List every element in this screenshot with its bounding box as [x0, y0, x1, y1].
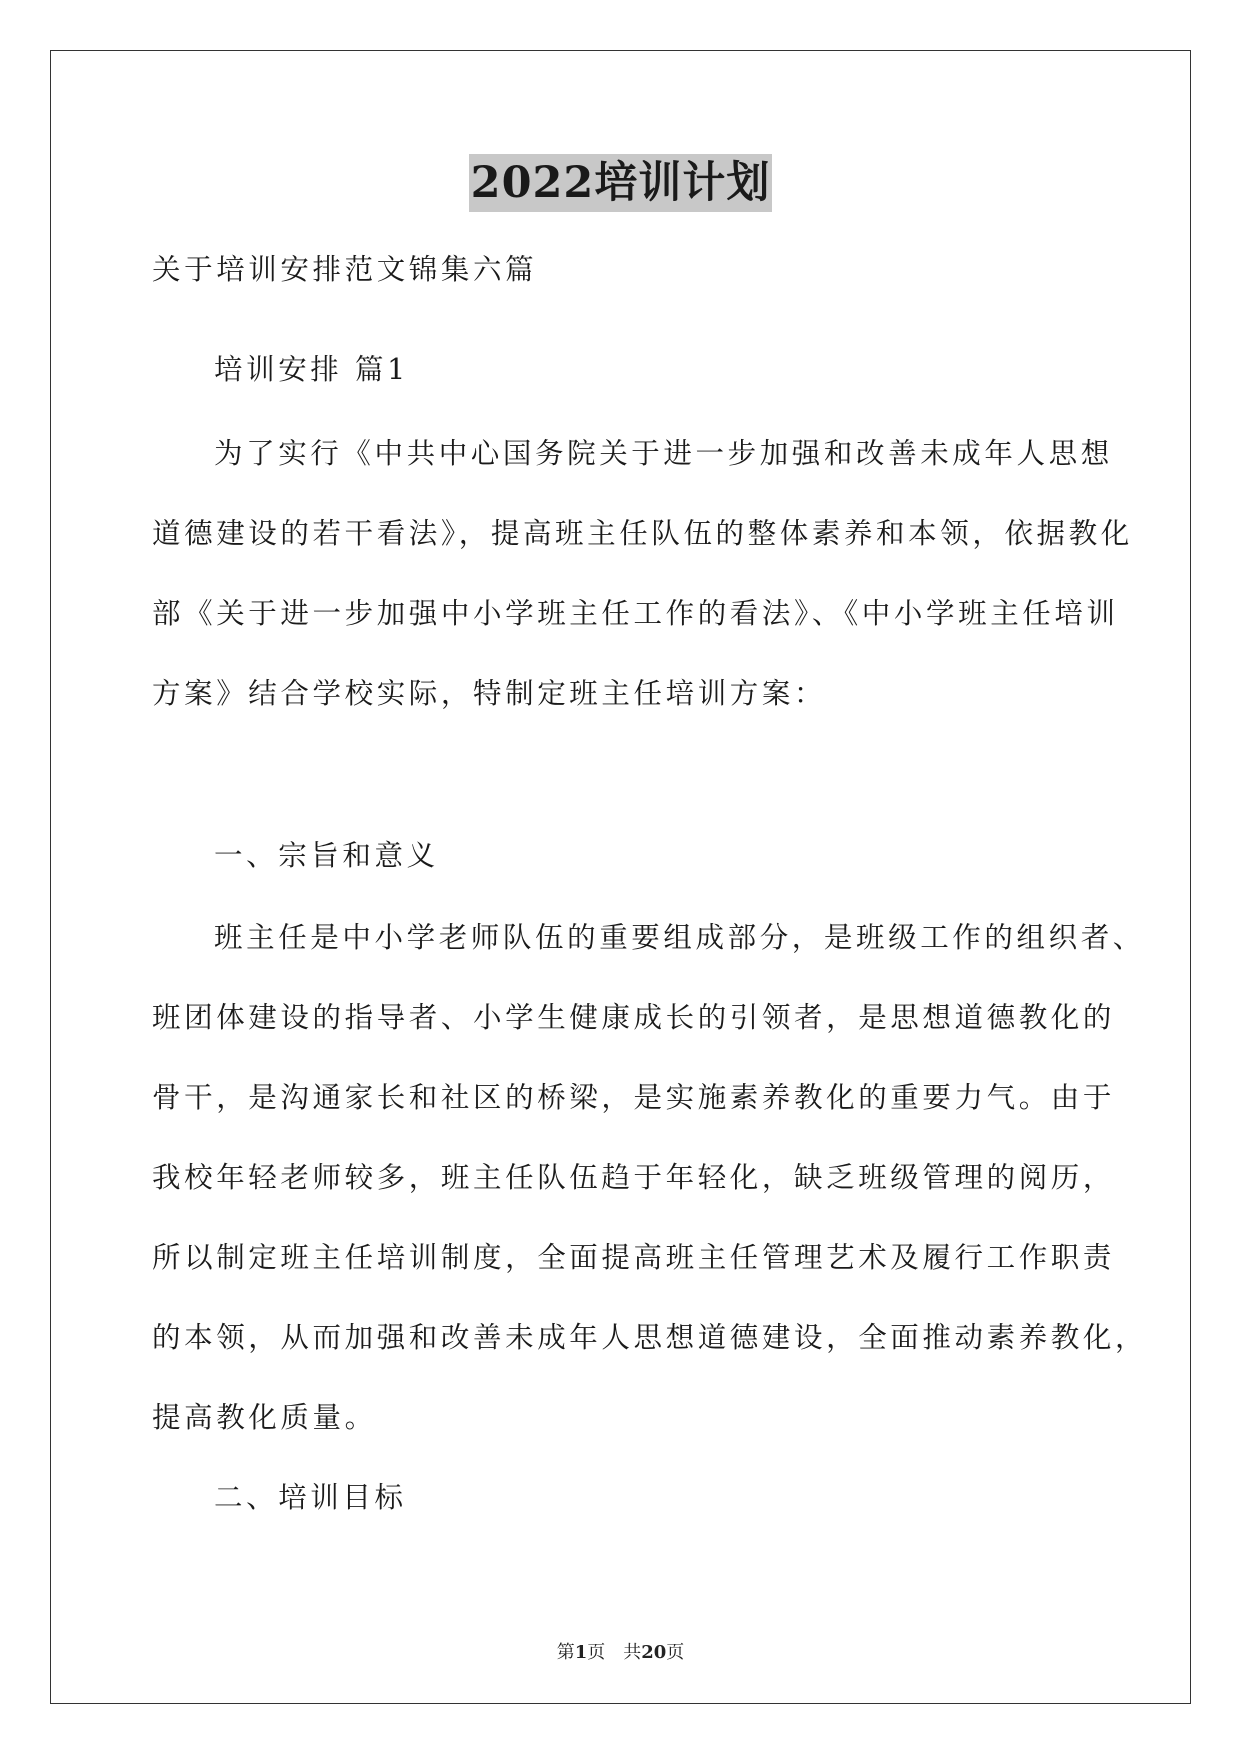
footer-page-suffix: 页 [666, 1642, 685, 1663]
body-line: 班主任是中小学老师队伍的重要组成部分，是班级工作的组织者、 [214, 921, 1145, 954]
body-line: 所以制定班主任培训制度，全面提高班主任管理艺术及履行工作职责 [152, 1241, 1116, 1274]
page-border [50, 50, 1191, 1704]
footer-page-mid: 页 共 [587, 1642, 642, 1663]
body-line: 方案》结合学校实际，特制定班主任培训方案： [152, 677, 827, 710]
section-heading-goals: 二、培训目标 [214, 1481, 407, 1514]
title-container [0, 154, 1241, 212]
subtitle-line: 关于培训安排范文锦集六篇 [152, 253, 538, 286]
footer-page-number: 1 [574, 1642, 588, 1663]
section-heading-purpose: 一、宗旨和意义 [214, 839, 439, 872]
section-heading-article-1: 培训安排 篇1 [214, 353, 409, 386]
footer-total-pages: 20 [641, 1642, 667, 1663]
body-line: 的本领，从而加强和改善未成年人思想道德建设，全面推动素养教化， [152, 1321, 1148, 1354]
footer-page-prefix: 第 [556, 1642, 575, 1663]
page-footer [0, 1640, 1241, 1666]
body-line: 部《关于进一步加强中小学班主任工作的看法》、《中小学班主任培训 [152, 597, 1119, 630]
body-line: 道德建设的若干看法》，提高班主任队伍的整体素养和本领，依据教化 [152, 517, 1133, 550]
body-line: 提高教化质量。 [152, 1401, 377, 1434]
body-line: 班团体建设的指导者、小学生健康成长的引领者，是思想道德教化的 [152, 1001, 1116, 1034]
body-line: 为了实行《中共中心国务院关于进一步加强和改善未成年人思想 [214, 437, 1113, 470]
body-line: 我校年轻老师较多，班主任队伍趋于年轻化，缺乏班级管理的阅历， [152, 1161, 1116, 1194]
body-line: 骨干，是沟通家长和社区的桥梁，是实施素养教化的重要力气。由于 [152, 1081, 1116, 1114]
document-title: 2022培训计划 [469, 154, 773, 212]
